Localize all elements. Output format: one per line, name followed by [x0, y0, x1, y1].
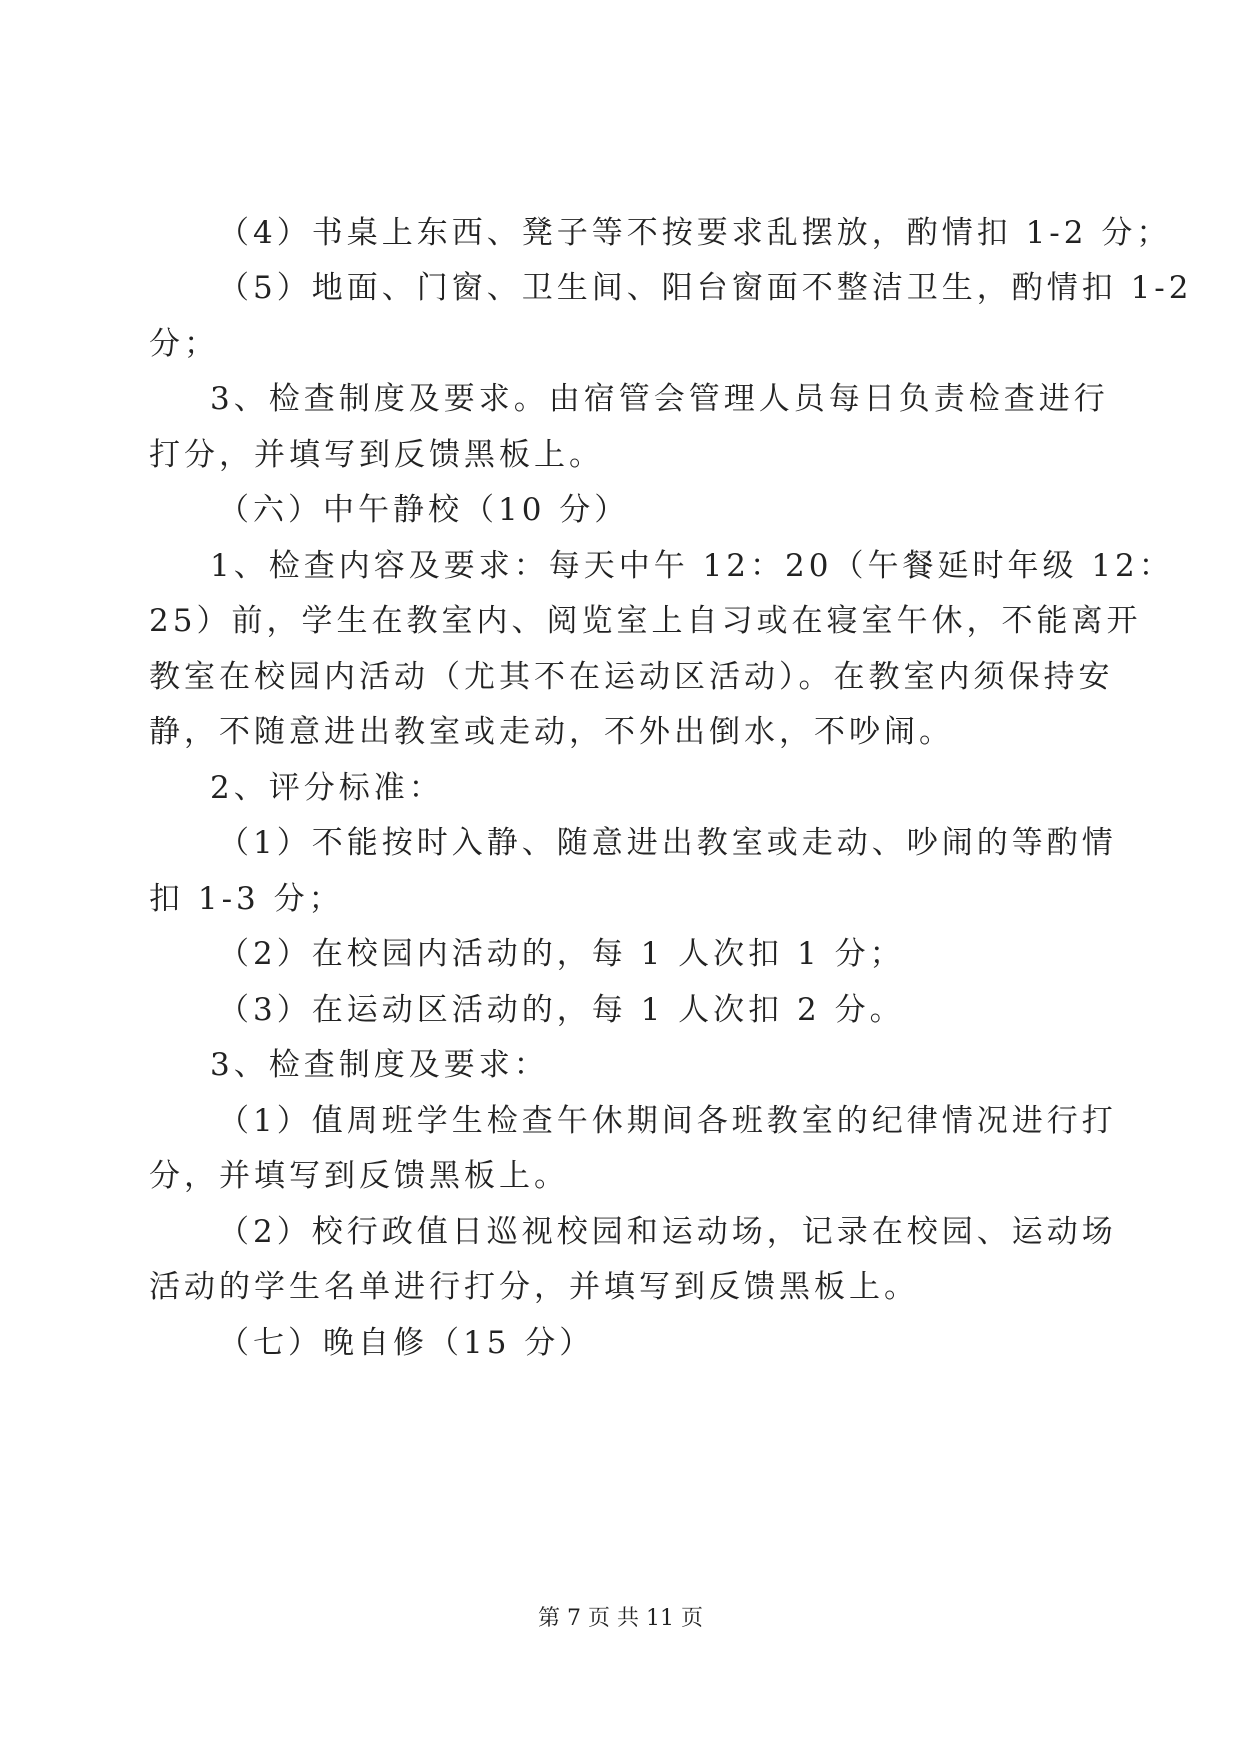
- paragraph-line: 静，不随意进出教室或走动，不外出倒水，不吵闹。: [149, 714, 954, 750]
- section-heading: （七）晚自修（15 分）: [218, 1325, 595, 1361]
- paragraph-line: 3、检查制度及要求：: [210, 1047, 549, 1083]
- paragraph-line: （1）值周班学生检查午休期间各班教室的纪律情况进行打: [218, 1103, 1117, 1139]
- page-footer: 第 7 页 共 11 页: [538, 1606, 703, 1631]
- paragraph-line: 分，并填写到反馈黑板上。: [149, 1158, 569, 1194]
- paragraph-line: 25）前，学生在教室内、阅览室上自习或在寝室午休，不能离开: [149, 603, 1142, 639]
- paragraph-line: （2）在校园内活动的，每 1 人次扣 1 分；: [218, 936, 905, 972]
- paragraph-line: 1、检查内容及要求：每天中午 12：20（午餐延时年级 12：: [210, 548, 1174, 584]
- paragraph-line: 分；: [149, 326, 219, 362]
- paragraph-line: 教室在校园内活动（尤其不在运动区活动）。在教室内须保持安: [149, 659, 1114, 695]
- paragraph-line: （1）不能按时入静、随意进出教室或走动、吵闹的等酌情: [218, 825, 1117, 861]
- section-heading: （六）中午静校（10 分）: [218, 492, 630, 528]
- paragraph-line: 3、检查制度及要求。由宿管会管理人员每日负责检查进行: [210, 381, 1109, 417]
- paragraph-line: （4）书桌上东西、凳子等不按要求乱摆放，酌情扣 1-2 分；: [218, 215, 1172, 251]
- paragraph-line: 2、评分标准：: [210, 770, 444, 806]
- paragraph-line: 打分，并填写到反馈黑板上。: [149, 437, 604, 473]
- paragraph-line: （5）地面、门窗、卫生间、阳台窗面不整洁卫生，酌情扣 1-2: [218, 270, 1193, 306]
- paragraph-line: （2）校行政值日巡视校园和运动场，记录在校园、运动场: [218, 1214, 1117, 1250]
- paragraph-line: 扣 1-3 分；: [149, 881, 344, 917]
- paragraph-line: （3）在运动区活动的，每 1 人次扣 2 分。: [218, 992, 905, 1028]
- paragraph-line: 活动的学生名单进行打分，并填写到反馈黑板上。: [149, 1269, 919, 1305]
